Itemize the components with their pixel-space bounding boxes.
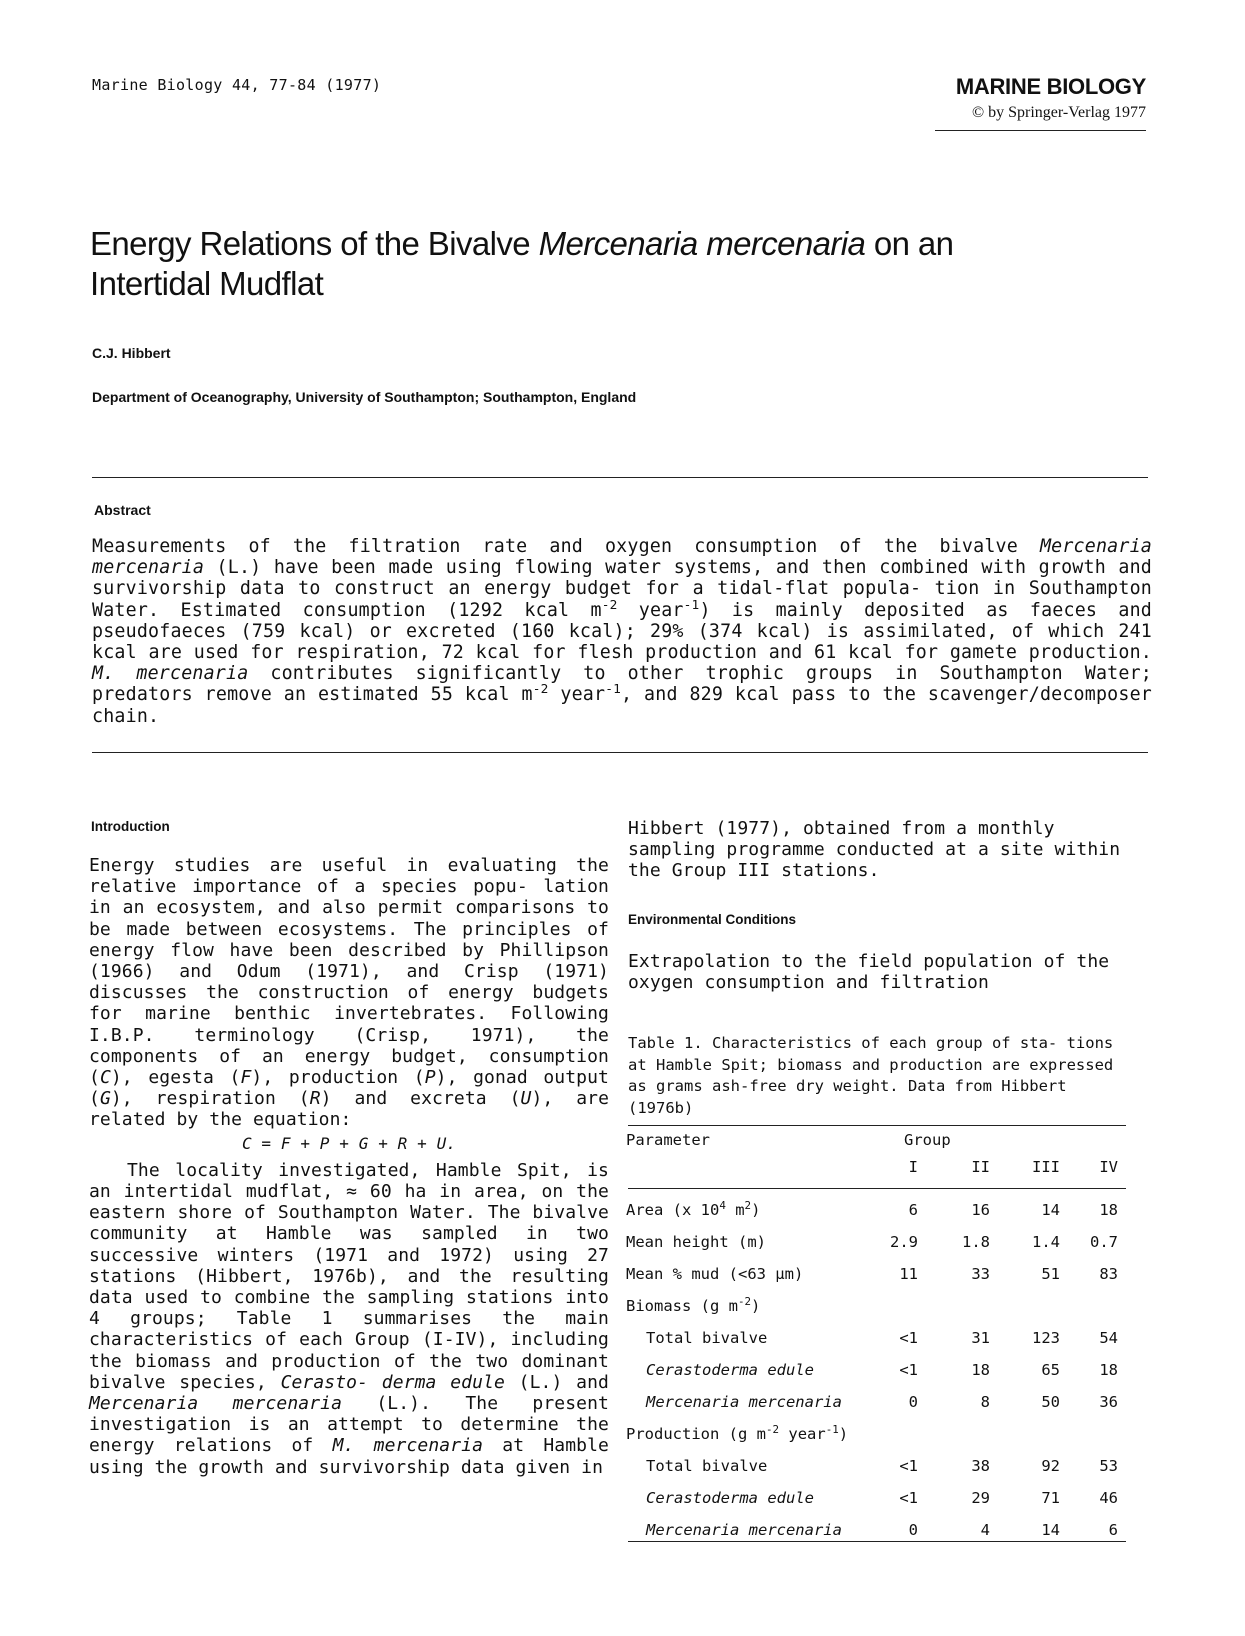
equation-text: C = F + P + G + R + U.: [241, 1133, 457, 1153]
species-name: Mercenaria mercenaria: [89, 1393, 343, 1415]
group-label: II: [971, 1158, 990, 1176]
table-cell: 16: [971, 1201, 990, 1219]
abstract-species: M. mercenaria: [92, 663, 249, 685]
table-cell: 65: [1041, 1361, 1060, 1379]
affiliation: Department of Oceanography, University of Southampton; Southampton, England: [92, 389, 637, 405]
table-cell: 0: [908, 1393, 918, 1411]
table-cell: 51: [1041, 1265, 1060, 1283]
table-row: [626, 1226, 1126, 1258]
table-cell: 8: [980, 1393, 990, 1411]
table-row: [626, 1514, 1126, 1546]
author: C.J. Hibbert: [92, 345, 171, 361]
abstract-text: Measurements of the filtration rate and oxygen consumption of the bivalve: [92, 536, 1040, 557]
intro-text: ) and excreta (: [320, 1088, 521, 1110]
table-row: [626, 1290, 1126, 1322]
row-label: [626, 1322, 888, 1354]
introduction-paragraph-1: [89, 855, 609, 1131]
introduction-body: [89, 855, 609, 1478]
label-text: Mean height (m): [626, 1233, 766, 1251]
introduction-paragraph-2: [89, 1160, 609, 1478]
abstract-species: Mercenaria mercenaria: [92, 536, 1152, 579]
variable-f: F: [240, 1067, 252, 1089]
table-cell: [940, 1418, 1002, 1450]
variable-g: G: [99, 1088, 111, 1110]
intro-text: Energy studies are useful in evaluating the relative importance of a species popu- lation in an ecosystem, and also permit comparisons to be made between ecosystems. The principles of energy flow have been described by Phillipson (1966) and Odum (1971), and Crisp (1971) discusses the construction of energy budgets for marine benthic invertebrates. Following I.B.P. terminology (Crisp, 1971), the components of an energy budget, consumption (: [89, 855, 609, 1089]
label-superscript: 2: [744, 1198, 752, 1212]
journal-name: MARINE BIOLOGY: [955, 74, 1146, 99]
abstract-heading: Abstract: [94, 502, 151, 518]
table-cell: [1002, 1418, 1074, 1450]
label-text: Total bivalve: [646, 1329, 768, 1347]
label-text: ): [751, 1297, 761, 1315]
table-cell: 4: [980, 1521, 990, 1539]
title-part-2: on an: [865, 225, 954, 262]
table-cell: 18: [971, 1361, 990, 1379]
parameter-header: Parameter: [626, 1131, 710, 1149]
abstract-top-rule: [92, 477, 1148, 478]
abstract-superscript: -2: [532, 682, 549, 698]
intro-text: at Hamble using the growth and survivorship data given in: [89, 1435, 609, 1478]
table-cell: 6: [1108, 1521, 1118, 1539]
table-cell: 2.9: [890, 1233, 918, 1251]
label-superscript: -2: [737, 1294, 752, 1308]
table-cell: 0: [908, 1521, 918, 1539]
species-name: Cerasto- derma edule: [280, 1371, 505, 1393]
table-row: [626, 1386, 1126, 1418]
title-line-2: Intertidal Mudflat: [90, 265, 324, 302]
label-text: ): [751, 1201, 761, 1219]
label-text: Mean % mud (<63 µm): [626, 1265, 804, 1283]
article-title: [90, 224, 1090, 304]
abstract-text: , and 829 kcal pass to the scavenger/decomposer chain.: [92, 684, 1153, 727]
table-cell: [1074, 1418, 1126, 1450]
label-text: Production (g m: [626, 1425, 766, 1443]
species-name: M. mercenaria: [332, 1435, 484, 1457]
abstract-text: year: [548, 684, 606, 706]
table-cell: <1: [899, 1457, 918, 1475]
table-cell: 53: [1099, 1457, 1118, 1475]
table-row: [626, 1482, 1126, 1514]
label-text: Cerastoderma edule: [646, 1489, 814, 1507]
copyright-notice: © by Springer-Verlag 1977: [971, 104, 1146, 121]
table-cell: 1.8: [962, 1233, 990, 1251]
journal-brand: [956, 74, 1146, 122]
table-cell: 1.4: [1032, 1233, 1060, 1251]
row-label: [626, 1418, 888, 1450]
row-label: [626, 1258, 888, 1290]
table-top-rule: [628, 1125, 1126, 1126]
abstract-superscript: -1: [683, 597, 700, 613]
group-header: Group: [904, 1131, 951, 1149]
group-label: III: [1032, 1158, 1060, 1176]
table-cell: 71: [1041, 1489, 1060, 1507]
table-row: [626, 1418, 1126, 1450]
brand-divider: [935, 130, 1146, 131]
table-cell: <1: [899, 1329, 918, 1347]
row-label: [626, 1514, 888, 1546]
table-1-caption: Table 1. Characteristics of each group of sta- tions at Hamble Spit; biomass and production are expressed as grams ash-free dry weight. Data from Hibbert (1976b): [628, 1034, 1114, 1117]
abstract-body: [92, 536, 1152, 727]
continued-paragraph: Hibbert (1977), obtained from a monthly sampling programme conducted at a site within the Group III stations.: [628, 818, 1121, 882]
table-cell: 6: [908, 1201, 918, 1219]
table-cell: 14: [1041, 1201, 1060, 1219]
label-text: ): [838, 1425, 849, 1443]
label-text: Biomass (g m: [626, 1297, 738, 1315]
table-cell: [1002, 1290, 1074, 1322]
table-cell: [940, 1290, 1002, 1322]
environmental-conditions-heading: Environmental Conditions: [628, 912, 797, 927]
table-cell: 50: [1041, 1393, 1060, 1411]
intro-text: ), are related by the equation:: [89, 1088, 610, 1131]
table-row: [626, 1354, 1126, 1386]
variable-u: U: [520, 1088, 532, 1110]
intro-text: (L.). The present investigation is an attempt to determine the energy relations of: [89, 1393, 609, 1457]
abstract-text: (L.) have been made using flowing water systems, and then combined with growth and survivorship data to construct an energy budget for a tidal-flat popula- tion in Southampton Water. Estimated consumption (1292 kcal m: [92, 557, 1152, 621]
table-cell: 46: [1099, 1489, 1118, 1507]
intro-text: ), production (: [251, 1067, 425, 1089]
label-text: year: [779, 1425, 826, 1443]
variable-c: C: [99, 1067, 111, 1089]
table-cell: 92: [1041, 1457, 1060, 1475]
row-label: [626, 1354, 888, 1386]
table-cell: 14: [1041, 1521, 1060, 1539]
label-superscript: 4: [719, 1198, 726, 1212]
abstract-text: contributes significantly to other trophic groups in Southampton Water; predators remove an estimated 55 kcal m: [92, 663, 1152, 706]
group-label: I: [908, 1158, 918, 1176]
group-label: IV: [1099, 1158, 1118, 1176]
abstract-superscript: -1: [605, 682, 622, 698]
table-row: [626, 1450, 1126, 1482]
empty-cell: [626, 1158, 888, 1194]
label-superscript: -2: [765, 1422, 780, 1436]
abstract-text: ) is mainly deposited as faeces and pseudofaeces (759 kcal) or excreted (160 kcal); 29% (374 kcal) is assimilated, of which 241 kcal are used for respiration, 72 kcal for flesh production and 61 kcal for gamete production.: [92, 599, 1152, 664]
table-cell: [1074, 1290, 1126, 1322]
table-cell: 18: [1099, 1201, 1118, 1219]
label-superscript: -1: [825, 1422, 839, 1436]
table-cell: 54: [1099, 1329, 1118, 1347]
table-cell: [888, 1290, 940, 1322]
label-text: Area (x 10: [626, 1201, 720, 1219]
table-cell: 38: [971, 1457, 990, 1475]
table-row: [626, 1322, 1126, 1354]
variable-r: R: [309, 1088, 321, 1110]
variable-p: P: [424, 1067, 436, 1089]
table-cell: 33: [971, 1265, 990, 1283]
intro-text: The locality investigated, Hamble Spit, is an intertidal mudflat, ≈ 60 ha in area, on the eastern shore of Southampton Water. The bivalve community at Hamble was sampled in two successive winters (1971 and 1972) using 27 stations (Hibbert, 1976b), and the resulting data used to combine the sampling stations into 4 groups; Table 1 summarises the main characteristics of each Group (I-IV), including the biomass and production of the two dominant bivalve species,: [89, 1159, 609, 1393]
row-label: [626, 1450, 888, 1482]
table-cell: 0.7: [1090, 1233, 1118, 1251]
abstract-superscript: -2: [601, 597, 618, 613]
table-cell: 31: [971, 1329, 990, 1347]
row-label: [626, 1194, 888, 1226]
intro-text: ), respiration (: [110, 1088, 310, 1110]
environmental-conditions-text: Extrapolation to the field population of the oxygen consumption and filtration: [628, 951, 1110, 994]
journal-reference: Marine Biology 44, 77-84 (1977): [92, 76, 382, 94]
title-part-1: Energy Relations of the Bivalve: [90, 225, 539, 262]
table-body: [626, 1131, 1126, 1546]
introduction-heading: Introduction: [91, 819, 170, 834]
title-species: Mercenaria mercenaria: [538, 225, 866, 262]
label-text: m: [725, 1201, 745, 1219]
group-labels-row: [626, 1158, 1126, 1194]
intro-text: (L.) and: [504, 1371, 609, 1393]
intro-text: ), gonad output (: [89, 1067, 609, 1110]
table-row: [626, 1258, 1126, 1290]
label-text: Mercenaria mercenaria: [646, 1521, 842, 1539]
label-text: Cerastoderma edule: [646, 1361, 814, 1379]
table-cell: 36: [1099, 1393, 1118, 1411]
table-cell: 18: [1099, 1361, 1118, 1379]
abstract-bottom-rule: [92, 752, 1148, 753]
row-label: [626, 1226, 888, 1258]
table-cell: 11: [899, 1265, 918, 1283]
abstract-text: year: [617, 599, 684, 621]
row-label: [626, 1290, 888, 1322]
table-cell: [888, 1418, 940, 1450]
label-text: Total bivalve: [646, 1457, 768, 1475]
table-header-row: [626, 1131, 1126, 1158]
table-cell: 29: [971, 1489, 990, 1507]
row-label: [626, 1386, 888, 1418]
table-row: [626, 1194, 1126, 1226]
table-cell: <1: [899, 1489, 918, 1507]
label-text: Mercenaria mercenaria: [646, 1393, 842, 1411]
table-cell: <1: [899, 1361, 918, 1379]
table-cell: 123: [1032, 1329, 1060, 1347]
table-cell: 83: [1099, 1265, 1118, 1283]
row-label: [626, 1482, 888, 1514]
intro-text: ), egesta (: [110, 1067, 241, 1089]
energy-equation: [89, 1133, 609, 1154]
table-1: [626, 1131, 1126, 1546]
